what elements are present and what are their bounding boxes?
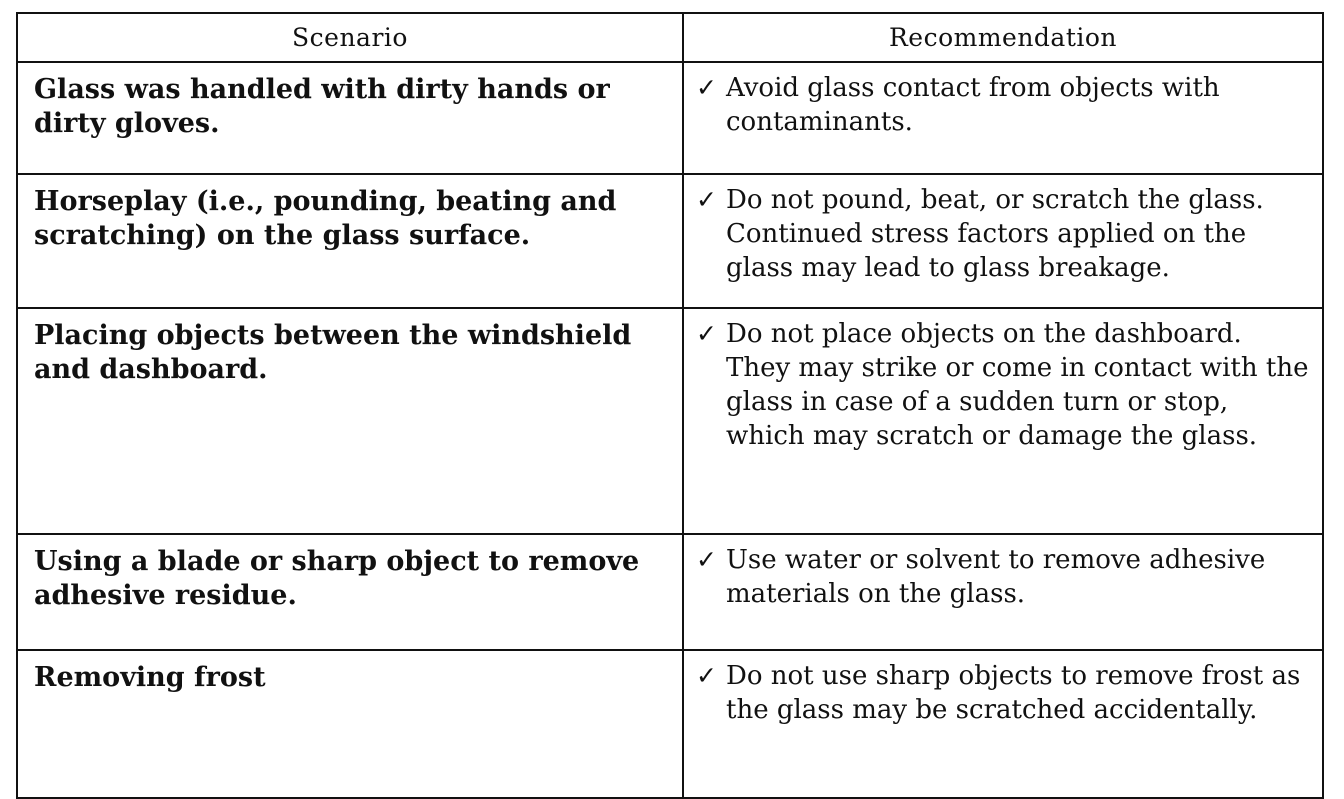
scenario-cell: Placing objects between the windshield and dashboard.: [17, 308, 683, 534]
recommendation-text: Do not use sharp objects to remove frost as the glass may be scratched accidentally.: [726, 661, 1301, 725]
table-header-row: [17, 13, 1323, 62]
recommendation-cell: [683, 650, 1323, 798]
recommendation-text: Do not pound, beat, or scratch the glass. Continued stress factors applied on the glass may lead to glass breakage.: [726, 185, 1264, 283]
column-header-scenario: Scenario: [17, 13, 683, 62]
table-row: [17, 308, 1323, 534]
check-mark-icon: ✓: [696, 319, 717, 348]
table-row: [17, 534, 1323, 650]
recommendation-cell: [683, 62, 1323, 174]
scenario-cell: Using a blade or sharp object to remove adhesive residue.: [17, 534, 683, 650]
recommendation-cell: [683, 308, 1323, 534]
check-mark-icon: ✓: [696, 545, 717, 574]
check-mark-icon: ✓: [696, 661, 717, 690]
table-row: [17, 174, 1323, 308]
table-row: [17, 650, 1323, 798]
table-row: [17, 62, 1323, 174]
recommendation-cell: [683, 534, 1323, 650]
check-mark-icon: ✓: [696, 73, 717, 102]
recommendation-text: Use water or solvent to remove adhesive materials on the glass.: [726, 545, 1266, 609]
recommendation-text: Do not place objects on the dashboard. They may strike or come in contact with the glass in case of a sudden turn or stop, which may scratch or damage the glass.: [726, 319, 1309, 451]
scenario-recommendation-table: [16, 12, 1324, 799]
recommendation-cell: [683, 174, 1323, 308]
recommendation-text: Avoid glass contact from objects with contaminants.: [726, 73, 1220, 137]
scenario-cell: Glass was handled with dirty hands or dirty gloves.: [17, 62, 683, 174]
scenario-cell: Horseplay (i.e., pounding, beating and scratching) on the glass surface.: [17, 174, 683, 308]
column-header-recommendation: Recommendation: [683, 13, 1323, 62]
scenario-cell: Removing frost: [17, 650, 683, 798]
check-mark-icon: ✓: [696, 185, 717, 214]
